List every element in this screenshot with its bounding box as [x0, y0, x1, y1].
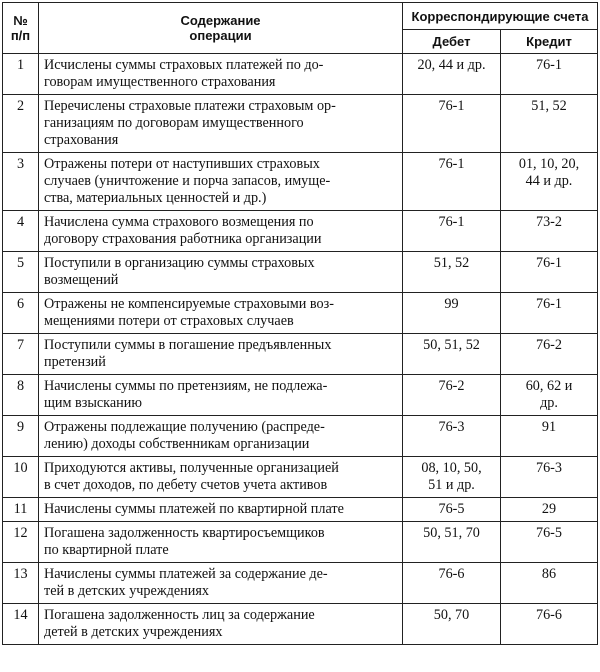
table-row: [3, 293, 598, 334]
row-operation: Начислены суммы по претензиям, не подлежа- щим взысканию: [39, 375, 403, 416]
row-credit: 29: [501, 498, 598, 522]
row-operation: Отражены подлежащие получению (распреде- лению) доходы собственникам организации: [39, 416, 403, 457]
table-row: [3, 95, 598, 153]
row-debit: 20, 44 и др.: [403, 54, 501, 95]
row-credit: 76-2: [501, 334, 598, 375]
row-credit: 91: [501, 416, 598, 457]
row-operation: Поступили в организацию суммы страховых возмещений: [39, 252, 403, 293]
row-credit: 60, 62 и др.: [501, 375, 598, 416]
row-debit: 76-5: [403, 498, 501, 522]
row-number: 7: [3, 334, 39, 375]
table-row: [3, 375, 598, 416]
row-debit: 08, 10, 50, 51 и др.: [403, 457, 501, 498]
row-operation: Погашена задолженность лиц за содержание детей в детских учреждениях: [39, 604, 403, 645]
row-credit: 01, 10, 20, 44 и др.: [501, 153, 598, 211]
row-credit: 86: [501, 563, 598, 604]
header-debit-label: Дебет: [432, 34, 471, 49]
row-number: 2: [3, 95, 39, 153]
row-credit: 76-5: [501, 522, 598, 563]
row-number: 10: [3, 457, 39, 498]
row-number: 5: [3, 252, 39, 293]
row-operation: Погашена задолженность квартиросъемщиков по квартирной плате: [39, 522, 403, 563]
row-number: 9: [3, 416, 39, 457]
row-debit: 76-2: [403, 375, 501, 416]
row-debit: 76-1: [403, 153, 501, 211]
row-debit: 76-1: [403, 211, 501, 252]
header-accounts: [403, 3, 598, 30]
header-credit-label: Кредит: [526, 34, 572, 49]
row-credit: 51, 52: [501, 95, 598, 153]
header-content-label: Содержание операции: [180, 13, 261, 43]
row-debit: 50, 51, 70: [403, 522, 501, 563]
table-row: [3, 457, 598, 498]
row-operation: Приходуются активы, полученные организацией в счет доходов, по дебету счетов учета активов: [39, 457, 403, 498]
table-row: [3, 54, 598, 95]
row-number: 4: [3, 211, 39, 252]
row-debit: 99: [403, 293, 501, 334]
row-credit: 73-2: [501, 211, 598, 252]
row-debit: 76-6: [403, 563, 501, 604]
row-debit: 51, 52: [403, 252, 501, 293]
row-debit: 50, 51, 52: [403, 334, 501, 375]
header-number-label: № п/п: [10, 13, 31, 43]
row-credit: 76-1: [501, 252, 598, 293]
row-credit: 76-1: [501, 54, 598, 95]
table-row: [3, 334, 598, 375]
row-debit: 50, 70: [403, 604, 501, 645]
table-row: [3, 416, 598, 457]
table-row: [3, 153, 598, 211]
row-number: 14: [3, 604, 39, 645]
table-row: [3, 522, 598, 563]
row-operation: Начислены суммы платежей по квартирной плате: [39, 498, 403, 522]
row-number: 8: [3, 375, 39, 416]
row-operation: Отражены не компенсируемые страховыми воз- мещениями потери от страховых случаев: [39, 293, 403, 334]
row-number: 11: [3, 498, 39, 522]
row-number: 6: [3, 293, 39, 334]
row-operation: Поступили суммы в погашение предъявленных претензий: [39, 334, 403, 375]
row-debit: 76-1: [403, 95, 501, 153]
row-credit: 76-3: [501, 457, 598, 498]
operations-table: [2, 2, 598, 645]
header-debit: [403, 30, 501, 54]
table-row: [3, 211, 598, 252]
table-row: [3, 604, 598, 645]
row-credit: 76-1: [501, 293, 598, 334]
header-credit: [501, 30, 598, 54]
row-operation: Начислена сумма страхового возмещения по договору страхования работника организации: [39, 211, 403, 252]
row-number: 12: [3, 522, 39, 563]
row-operation: Исчислены суммы страховых платежей по до- говорам имущественного страхования: [39, 54, 403, 95]
row-number: 3: [3, 153, 39, 211]
row-operation: Отражены потери от наступивших страховых случаев (уничтожение и порча запасов, имуще- ства, материальных ценностей и др.): [39, 153, 403, 211]
row-operation: Перечислены страховые платежи страховым ор- ганизациям по договорам имущественного страхования: [39, 95, 403, 153]
table-row: [3, 563, 598, 604]
row-number: 1: [3, 54, 39, 95]
row-operation: Начислены суммы платежей за содержание де- тей в детских учреждениях: [39, 563, 403, 604]
row-debit: 76-3: [403, 416, 501, 457]
table-row: [3, 252, 598, 293]
table-row: [3, 498, 598, 522]
row-credit: 76-6: [501, 604, 598, 645]
header-number: [3, 3, 39, 54]
header-accounts-label: Корреспондирующие счета: [411, 8, 589, 24]
row-number: 13: [3, 563, 39, 604]
header-content: [39, 3, 403, 54]
